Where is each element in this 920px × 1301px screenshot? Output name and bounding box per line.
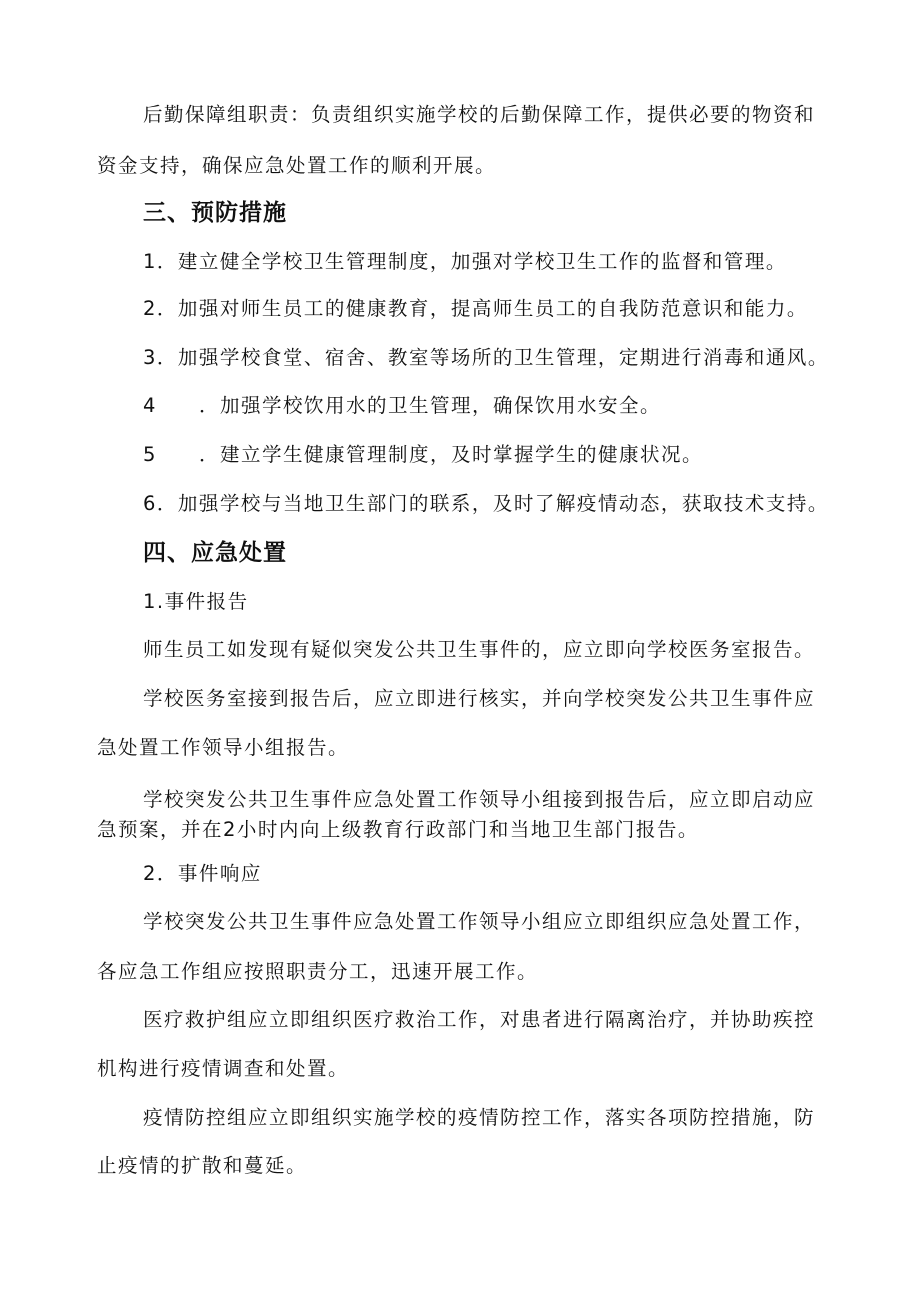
list-item: [143, 295, 808, 323]
paragraph-response-2-line2: 机构进行疫情调查和处置。: [97, 1057, 350, 1080]
list-item-text: ．加强学校与当地卫生部门的联系，及时了解疫情动态，获取技术支持。: [156, 492, 829, 515]
section-heading-prevention: 三、预防措施: [143, 200, 287, 226]
list-item-number: 5: [143, 443, 157, 466]
section-heading-emergency: 四、应急处置: [143, 540, 287, 566]
paragraph-response-2-line1: 医疗救护组应立即组织医疗救治工作，对患者进行隔离治疗，并协助疾控: [143, 1008, 816, 1031]
paragraph-response-3-line2: 止疫情的扩散和蔓延。: [97, 1154, 308, 1177]
paragraph-report-1: 师生员工如发现有疑似突发公共卫生事件的，应立即向学校医务室报告。: [143, 638, 816, 661]
paragraph-response-3-line1: 疫情防控组应立即组织实施学校的疫情防控工作，落实各项防控措施，防: [143, 1106, 816, 1129]
list-item-text: ．加强对师生员工的健康教育，提高师生员工的自我防范意识和能力。: [156, 297, 808, 320]
paragraph-report-2-line1: 学校医务室接到报告后，应立即进行核实，并向学校突发公共卫生事件应: [143, 687, 816, 710]
list-item: [143, 392, 661, 420]
paragraph-report-2-line2: 急处置工作领导小组报告。: [97, 736, 350, 759]
paragraph-response-1-line1: 学校突发公共卫生事件应急处置工作领导小组应立即组织应急处置工作，: [143, 910, 816, 933]
paragraph-report-3-line1: 学校突发公共卫生事件应急处置工作领导小组接到报告后，应立即启动应: [143, 788, 816, 811]
list-item-text: ．加强学校饮用水的卫生管理，确保饮用水安全。: [199, 394, 662, 417]
list-item-text: ．建立健全学校卫生管理制度，加强对学校卫生工作的监督和管理。: [156, 250, 787, 273]
list-item-number: 1: [143, 250, 157, 273]
list-item-text: ．加强学校食堂、宿舍、教室等场所的卫生管理，定期进行消毒和通风。: [156, 346, 829, 369]
paragraph-response-1-line2: 各应急工作组应按照职责分工，迅速开展工作。: [97, 960, 539, 983]
paragraph-logistics-line2: 资金支持，确保应急处置工作的顺利开展。: [97, 154, 497, 177]
list-item-number: 6: [143, 492, 157, 515]
list-item-text: ．建立学生健康管理制度，及时掌握学生的健康状况。: [199, 443, 704, 466]
list-item: [143, 441, 703, 469]
list-item-number: 4: [143, 394, 157, 417]
subheading-event-response: 2．事件响应: [143, 862, 262, 885]
subheading-event-report: 1.事件报告: [143, 590, 249, 613]
list-item-number: 3: [143, 346, 157, 369]
list-item: [143, 248, 787, 276]
list-item-number: 2: [143, 297, 157, 320]
list-item: [143, 490, 829, 518]
paragraph-logistics-line1: 后勤保障组职责：负责组织实施学校的后勤保障工作，提供必要的物资和: [143, 103, 816, 126]
list-item: [143, 344, 829, 372]
paragraph-report-3-line2: 急预案，并在2小时内向上级教育行政部门和当地卫生部门报告。: [97, 818, 699, 841]
